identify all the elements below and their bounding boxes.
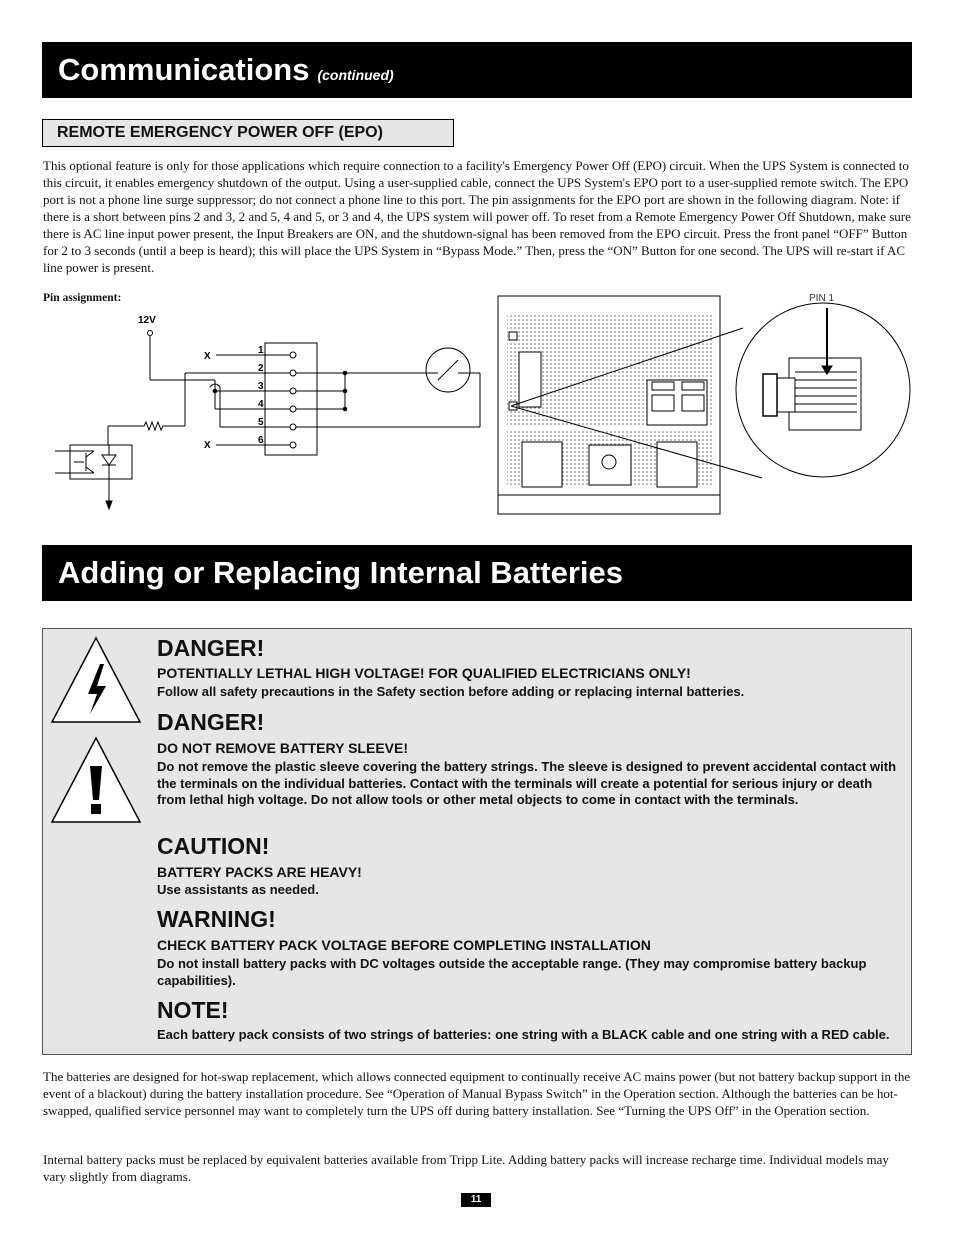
high-voltage-warning-icon <box>52 638 140 722</box>
section-banner-batteries <box>42 545 912 601</box>
x-label-pin1: X <box>204 351 211 362</box>
warning-subtitle: POTENTIALLY LETHAL HIGH VOLTAGE! FOR QUALIFIED ELECTRICIANS ONLY! <box>157 665 691 681</box>
warning-caution <box>157 833 902 899</box>
warning-icons <box>50 636 142 826</box>
epo-wiring-diagram <box>40 305 485 515</box>
exclamation-warning-icon <box>52 738 140 822</box>
voltage-label: 12V <box>138 315 156 326</box>
warning-voltage <box>157 906 902 989</box>
warning-title: DANGER! <box>157 635 265 661</box>
pin-number: 2 <box>258 363 264 374</box>
pin1-label: PIN 1 <box>809 293 835 304</box>
ups-epo-port-illustration <box>497 290 912 518</box>
warning-subtitle: BATTERY PACKS ARE HEAVY! <box>157 864 362 880</box>
pin-number: 6 <box>258 435 264 446</box>
section-title: Adding or Replacing Internal Batteries <box>58 555 623 590</box>
warning-title: WARNING! <box>157 906 276 932</box>
warning-subtitle: CHECK BATTERY PACK VOLTAGE BEFORE COMPLETING INSTALLATION <box>157 937 651 953</box>
page-number: 11 <box>461 1193 491 1207</box>
warning-title: NOTE! <box>157 997 229 1023</box>
section-title-suffix: (continued) <box>317 67 394 83</box>
pin-assignment-label: Pin assignment: <box>43 292 122 304</box>
warning-body: Follow all safety precautions in the Safety section before adding or replacing internal batteries. <box>157 684 745 699</box>
warning-body: Do not install battery packs with DC voltages outside the acceptable range. (They may compromise battery backup capabilities). <box>157 956 867 988</box>
warning-title: CAUTION! <box>157 833 270 859</box>
subheading-epo: REMOTE EMERGENCY POWER OFF (EPO) <box>42 119 454 147</box>
pin-number: 3 <box>258 381 264 392</box>
warning-note <box>157 997 902 1044</box>
warning-title: DANGER! <box>157 709 265 735</box>
warning-body: Each battery pack consists of two strings of batteries: one string with a BLACK cable and one string with a RED cable. <box>157 1027 890 1042</box>
pin-numbers <box>258 345 264 446</box>
warning-subtitle: DO NOT REMOVE BATTERY SLEEVE! <box>157 740 408 756</box>
warning-body: Use assistants as needed. <box>157 882 319 897</box>
warning-danger-2 <box>157 709 902 809</box>
pin-number: 4 <box>258 399 264 410</box>
warning-body: Do not remove the plastic sleeve covering the battery strings. The sleeve is designed to prevent accidental contact with the terminals on the individual batteries. Contact with the terminals will create a potential for serious injury or death from lethal high voltage. Do not allow tools or other metal objects to come in contact with the terminals. <box>157 759 897 807</box>
pin-number: 5 <box>258 417 264 428</box>
battery-paragraph-replacement: Internal battery packs must be replaced by equivalent batteries available from Tripp Lite. Adding battery packs will increase recharge time. Individual models may vary slightly from diagrams. <box>43 1152 889 1184</box>
epo-description: This optional feature is only for those applications which require connection to a facility's Emergency Power Off (EPO) circuit. When the UPS System is connected to this circuit, it enables emergency shutdown of the output. Using a user-supplied cable, connect the UPS System's EPO port to a user-supplied remote switch. The EPO port is not a phone line surge suppressor; do not connect a phone line to this port. The pin assignments for the EPO port are shown in the following diagram. Note: if there is a short between pins 2 and 3, 2 and 5, 4 and 5, or 3 and 4, the UPS system will power off. To reset from a Remote Emergency Power Off Shutdown, make sure there is AC line input power present, the Input Breakers are ON, and the shutdown-signal has been removed from the EPO circuit. Press the front panel “OFF” Button for 2 to 3 seconds (until a beep is heard); this will place the UPS System in “Bypass Mode.” Then, press the “ON” Button for one second. The UPS will re-start if AC line power is present. <box>43 158 911 275</box>
battery-paragraph-hot-swap: The batteries are designed for hot-swap replacement, which allows connected equipment to continually receive AC mains power (but not battery backup support in the event of a blackout) during the battery installation procedure. See “Operation of Manual Bypass Switch” in the Operation section. Although the batteries can be hot-swapped, qualified service personnel may want to completely turn the UPS off during battery installation. See “Turning the UPS Off” in the Operation section. <box>43 1069 911 1118</box>
section-title: Communications <box>58 52 310 87</box>
section-banner-communications <box>42 42 912 98</box>
pin-number: 1 <box>258 345 264 356</box>
x-label-pin6: X <box>204 440 211 451</box>
warning-danger-1 <box>157 635 902 701</box>
